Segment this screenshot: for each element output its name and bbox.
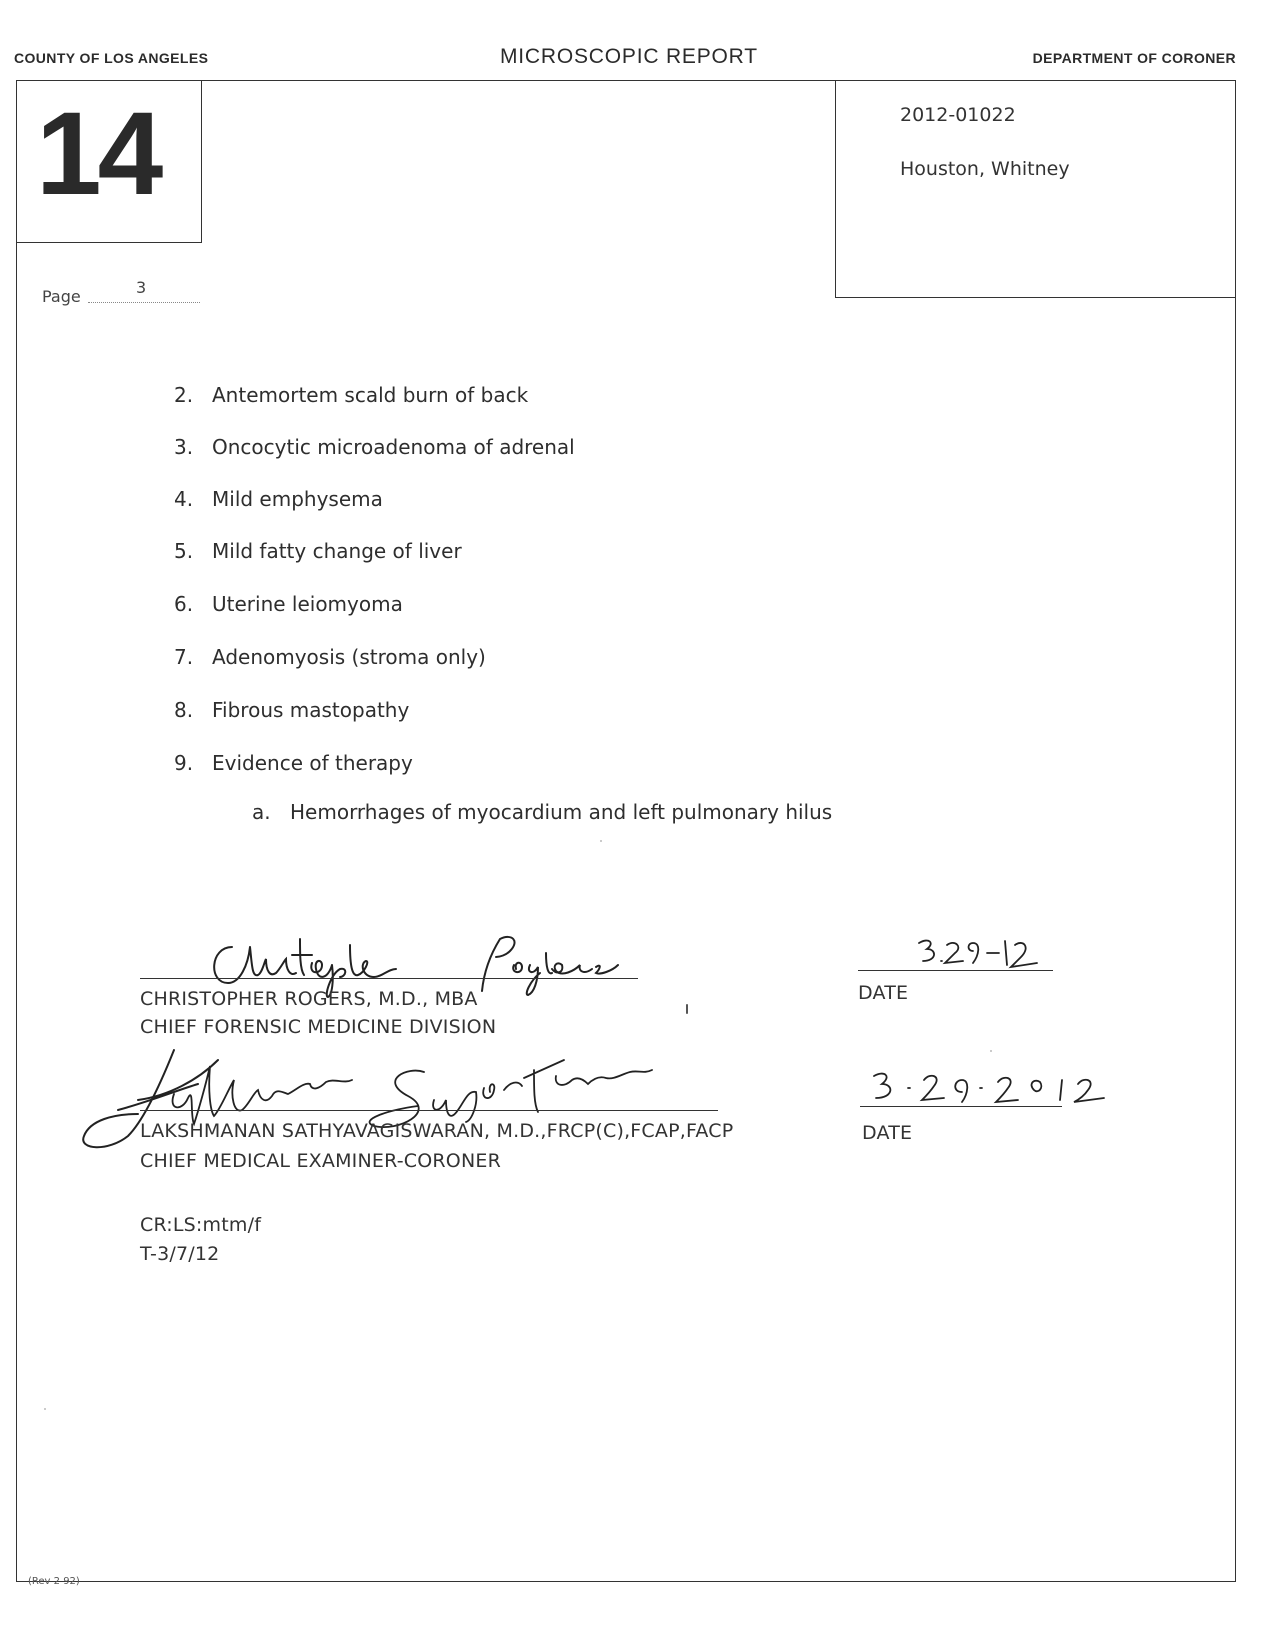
sub-list-item-text: Hemorrhages of myocardium and left pulmonary hilus <box>290 800 833 824</box>
list-item-number: 3. <box>174 435 194 459</box>
page-number: 3 <box>136 278 147 297</box>
typed-date: T-3/7/12 <box>140 1243 220 1265</box>
date-label-2: DATE <box>862 1122 913 1144</box>
list-item-text: Adenomyosis (stroma only) <box>212 645 486 669</box>
header-county: COUNTY OF LOS ANGELES <box>14 50 209 66</box>
list-item-text: Mild emphysema <box>212 487 383 511</box>
scan-mark <box>990 1050 992 1052</box>
date-line <box>860 1106 1062 1107</box>
scan-mark <box>600 840 602 842</box>
signature-line <box>140 1110 718 1111</box>
list-item-text: Fibrous mastopathy <box>212 698 410 722</box>
list-item-number: 5. <box>174 539 194 563</box>
list-item-text: Uterine leiomyoma <box>212 592 403 616</box>
list-item-text: Oncocytic microadenoma of adrenal <box>212 435 575 459</box>
report-title: MICROSCOPIC REPORT <box>500 45 758 68</box>
signer-name-1: CHRISTOPHER ROGERS, M.D., MBA <box>140 988 478 1010</box>
list-item-text: Antemortem scald burn of back <box>212 383 529 407</box>
form-revision: (Rev 2 92) <box>28 1576 80 1587</box>
header-department: DEPARTMENT OF CORONER <box>1032 50 1236 66</box>
list-item-number: 8. <box>174 698 194 722</box>
page-label: Page <box>42 287 81 306</box>
sub-list-item-letter: a. <box>252 800 271 824</box>
reference-initials: CR:LS:mtm/f <box>140 1214 262 1236</box>
list-item-text: Mild fatty change of liver <box>212 539 462 563</box>
signature-line <box>140 978 638 979</box>
tab-number: 14 <box>36 88 160 220</box>
list-item-text: Evidence of therapy <box>212 751 413 775</box>
signer-name-2: LAKSHMANAN SATHYAVAGISWARAN, M.D.,FRCP(C),FCAP,FACP <box>140 1120 734 1142</box>
decedent-name: Houston, Whitney <box>900 158 1070 180</box>
signer-title-1: CHIEF FORENSIC MEDICINE DIVISION <box>140 1016 497 1038</box>
signer-title-2: CHIEF MEDICAL EXAMINER-CORONER <box>140 1150 501 1172</box>
list-item-number: 7. <box>174 645 194 669</box>
case-info-box <box>835 80 1236 298</box>
scan-mark <box>44 1408 46 1410</box>
handwritten-date-1 <box>915 935 1055 975</box>
list-item-number: 6. <box>174 592 194 616</box>
list-item-number: 9. <box>174 751 194 775</box>
date-label-1: DATE <box>858 982 909 1004</box>
scan-mark <box>686 1004 688 1014</box>
list-item-number: 2. <box>174 383 194 407</box>
page-line <box>88 302 200 303</box>
page-frame <box>16 80 1236 1582</box>
case-number: 2012-01022 <box>900 104 1016 126</box>
list-item-number: 4. <box>174 487 194 511</box>
date-line <box>858 970 1053 971</box>
